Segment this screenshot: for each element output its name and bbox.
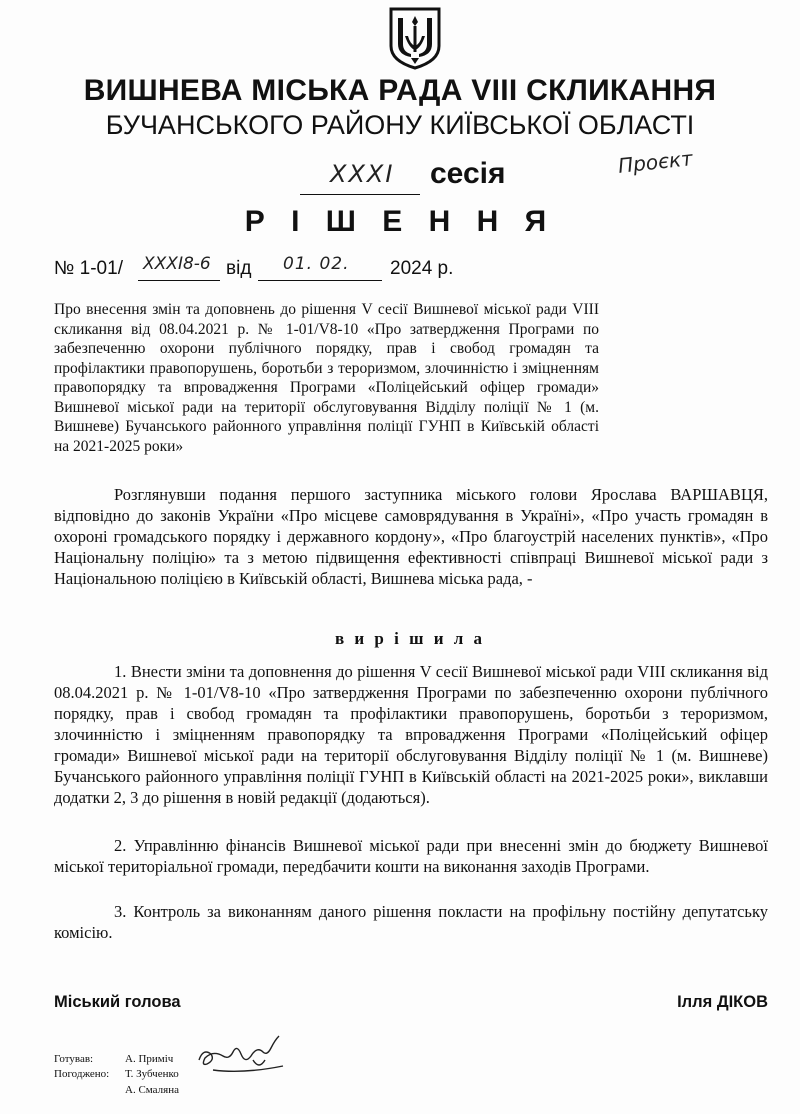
decision-number: XXXI8-6 bbox=[143, 254, 211, 274]
decision-date: 01. 02. bbox=[283, 254, 350, 274]
decision-year: 2024 р. bbox=[390, 258, 454, 279]
agreed-label: Погоджено: bbox=[54, 1068, 110, 1080]
trident-coat-of-arms-icon bbox=[387, 6, 443, 70]
decision-subject: Про внесення змін та доповнень до рішення V сесії Вишневої міської ради VIII скликання від 08.04.2021 р. № 1-01/V8-10 «Про затвердження Програми по забезпеченню охорони публічного порядку, прав і свобод громадян та профілактики правопорушень, боротьби з тероризмом, злочинністю і зміцненням правопорядку та впровадження Програми «Поліцейський офіцер громади» Вишневої міської ради на території обслуговування Відділу поліції № 1 (м. Вишневе) Бучанського районного управління поліції ГУНП в Київській області на 2021-2025 роки» bbox=[54, 301, 599, 455]
session-number: XXXI bbox=[330, 160, 395, 188]
intro-paragraph: Розглянувши подання першого заступника міського голови Ярослава ВАРШАВЦЯ, відповідно до законів України «Про місцеве самоврядування в Україні», «Про участь громадян в охороні громадського порядку і державного кордону», «Про благоустрій населених пунктів», «Про Національну поліцію» та з метою підвищення ефективності співпраці Вишневої міської ради з Національною поліцією в Київській області, Вишнева міська рада, - bbox=[54, 485, 768, 588]
decision-item-2: 2. Управлінню фінансів Вишневої міської ради при внесенні змін до бюджету Вишневої міської територіальної громади, передбачити кошти на виконання заходів Програми. bbox=[54, 836, 768, 876]
draft-mark: Проєкт bbox=[616, 146, 694, 178]
signature-title: Міський голова bbox=[54, 993, 181, 1011]
approver-name-2: А. Смаляна bbox=[125, 1084, 179, 1096]
council-district: БУЧАНСЬКОГО РАЙОНУ КИЇВСЬКОЇ ОБЛАСТІ bbox=[105, 110, 695, 140]
preparer-name: А. Приміч bbox=[125, 1053, 174, 1065]
council-name: ВИШНЕВА МІСЬКА РАДА VIII СКЛИКАННЯ bbox=[83, 74, 717, 107]
decision-item-1: 1. Внести зміни та доповнення до рішення V сесії Вишневої міської ради VIII скликання від 08.04.2021 р. № 1-01/V8-10 «Про затвердження Програми по забезпеченню охорони публічного порядку, прав і свобод громадян та профілактики правопорушень, боротьби з тероризмом, злочинністю і зміцненням правопорядку та впровадження Програми «Поліцейський офіцер громади» Вишневої міської ради на території обслуговування Відділу поліції № 1 (м. Вишневе) Бучанського районного управління поліції ГУНП в Київській області на 2021-2025 роки», виклавши додатки 2, 3 до рішення в новій редакції (додаються). bbox=[54, 662, 768, 807]
decision-number-prefix: № 1-01/ bbox=[54, 258, 123, 279]
signature-name: Ілля ДІКОВ bbox=[677, 993, 768, 1011]
handwritten-signature bbox=[193, 1030, 288, 1080]
approver-name-1: Т. Зубченко bbox=[125, 1068, 179, 1080]
prepared-label: Готував: bbox=[54, 1053, 94, 1065]
decided-heading: в и р і ш и л а bbox=[334, 629, 486, 648]
document-type: Р І Ш Е Н Н Я bbox=[244, 205, 556, 238]
session-label: сесія bbox=[430, 157, 506, 190]
decision-item-3: 3. Контроль за виконанням даного рішення покласти на профільну постійну депутатську комісію. bbox=[54, 902, 768, 942]
date-from-label: від bbox=[226, 258, 252, 279]
